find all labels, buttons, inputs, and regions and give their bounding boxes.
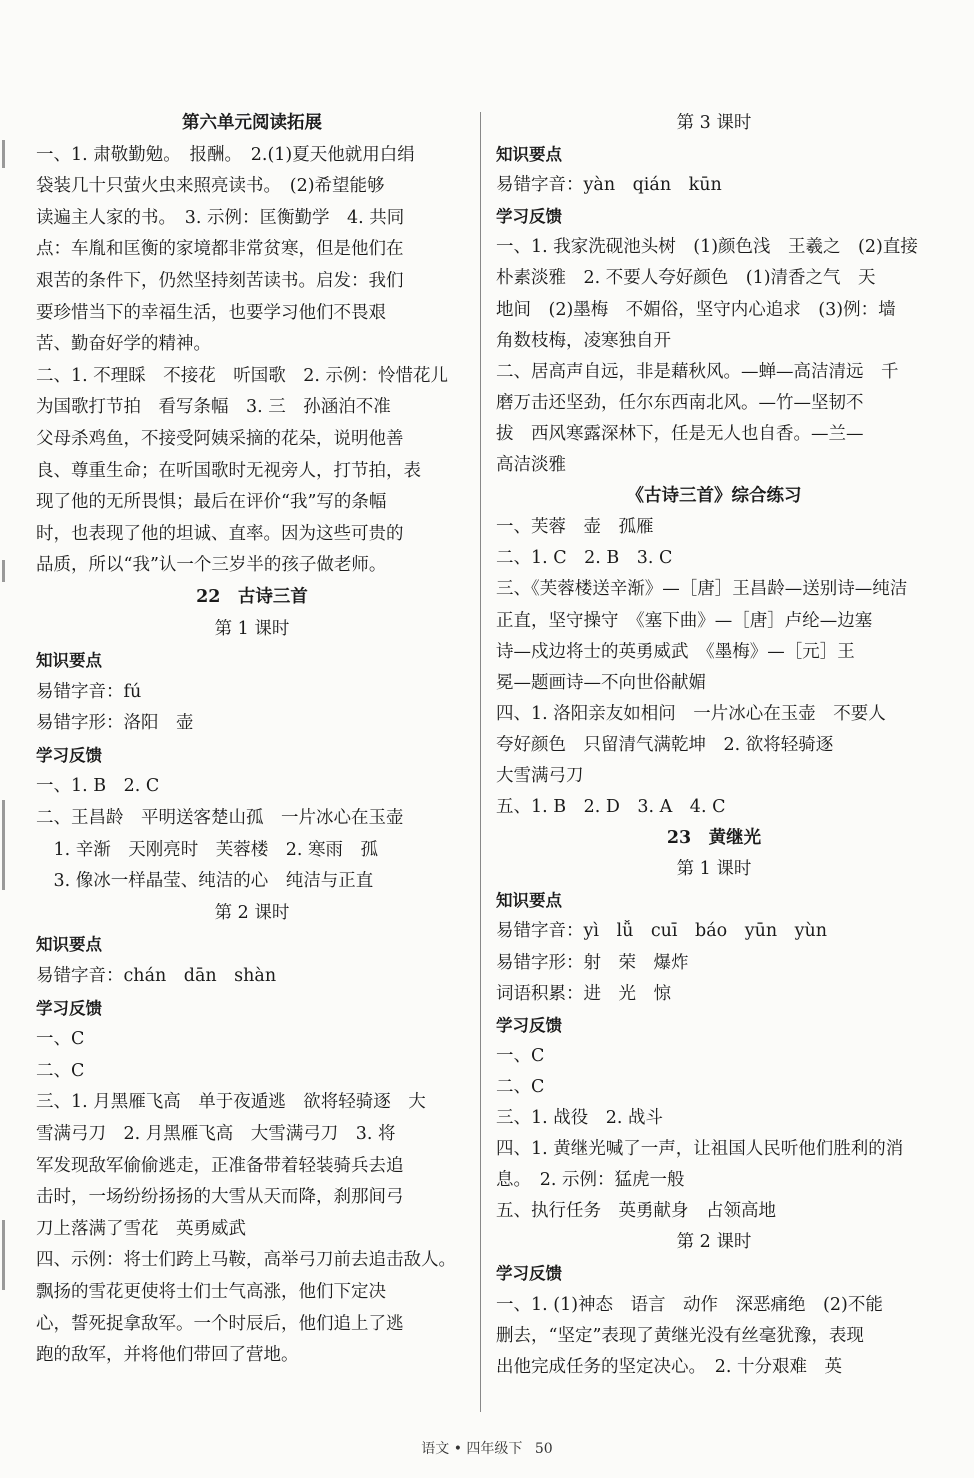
text-line: 冕—题画诗—不向世俗献媚 [496, 672, 706, 693]
text-line: 第 1 课时 [676, 859, 752, 880]
text-line: 二、C [496, 1076, 545, 1097]
section-label: 学习反馈 [496, 1264, 562, 1284]
text-line: 二、1. C 2. B 3. C [496, 548, 673, 569]
text-line: 夸好颜色 只留清气满乾坤 2. 欲将轻骑逐 [496, 734, 834, 755]
text-line: 良、尊重生命；在听国歌时无视旁人，打节拍，表 [36, 460, 421, 481]
section-heading: 23 黄继光 [666, 828, 762, 849]
text-line: 第 1 课时 [214, 618, 290, 639]
text-line: 易错字形：洛阳 壶 [36, 713, 194, 734]
page-edge-mark [2, 140, 5, 168]
text-line: 艰苦的条件下，仍然坚持刻苦读书。启发：我们 [36, 270, 404, 291]
section-label: 学习反馈 [36, 998, 102, 1018]
text-line: 第 2 课时 [214, 902, 290, 923]
text-line: 二、王昌龄 平明送客楚山孤 一片冰心在玉壶 [36, 808, 404, 829]
text-line: 易错字音：yì lǚ cuī báo yūn yùn [496, 921, 828, 942]
text-line: 现了他的无所畏惧；最后在评价“我”写的条幅 [36, 492, 387, 513]
text-line: 朴素淡雅 2. 不要人夸好颜色 (1)清香之气 天 [496, 268, 876, 289]
text-line: 四、示例：将士们跨上马鞍，高举弓刀前去追击敌人。 [36, 1250, 456, 1271]
page-edge-mark [2, 800, 5, 890]
section-heading: 《古诗三首》综合练习 [626, 486, 802, 507]
text-line: 出他完成任务的坚定决心。 2. 十分艰难 英 [496, 1356, 843, 1377]
text-line: 五、执行任务 英勇献身 占领高地 [496, 1201, 776, 1222]
text-line: 1. 辛渐 天刚亮时 芙蓉楼 2. 寒雨 孤 [36, 839, 379, 860]
text-line: 袋装几十只萤火虫来照亮读书。 (2)希望能够 [36, 176, 385, 197]
text-line: 二、1. 不理睬 不接花 听国歌 2. 示例：怜惜花儿 [36, 365, 449, 386]
text-line: 易错字音：fú [36, 681, 142, 702]
text-line: 跑的敌军，并将他们带回了营地。 [36, 1345, 299, 1366]
text-line: 心，誓死捉拿敌军。一个时辰后，他们追上了逃 [36, 1313, 404, 1334]
text-line: 三、1. 战役 2. 战斗 [496, 1108, 664, 1128]
section-label: 学习反馈 [496, 1015, 562, 1035]
text-line: 第 2 课时 [676, 1232, 752, 1253]
text-line: 二、居高声自远，非是藉秋风。—蝉—高洁清远 千 [496, 361, 899, 382]
text-line: 三、1. 月黑雁飞高 单于夜遁逃 欲将轻骑逐 大 [36, 1092, 426, 1113]
section-label: 学习反馈 [36, 745, 102, 765]
text-line: 删去，“坚定”表现了黄继光没有丝毫犹豫，表现 [496, 1325, 864, 1346]
text-line: 正直，坚守操守 《塞下曲》—［唐］卢纶—边塞 [496, 610, 873, 631]
text-line: 磨万击还坚劲，任尔东西南北风。—竹—坚韧不 [496, 392, 864, 413]
page-edge-mark [2, 560, 5, 582]
text-line: 易错字形：射 荣 爆炸 [496, 952, 689, 973]
text-line: 诗—戍边将士的英勇威武 《墨梅》—［元］王 [496, 641, 855, 662]
text-line: 苦、勤奋好学的精神。 [36, 334, 211, 355]
text-line: 雪满弓刀 2. 月黑雁飞高 大雪满弓刀 3. 将 [36, 1124, 396, 1144]
text-line: 点：车胤和匡衡的家境都非常贫寒，但是他们在 [36, 239, 404, 260]
text-line: 读遍主人家的书。 3. 示例：匡衡勤学 4. 共同 [36, 207, 405, 228]
text-line: 一、C [36, 1029, 85, 1050]
text-line: 三、《芙蓉楼送辛渐》—［唐］王昌龄—送别诗—纯洁 [496, 579, 908, 600]
section-label: 知识要点 [36, 935, 102, 955]
left-column [36, 108, 468, 1372]
text-line: 3. 像冰一样晶莹、纯洁的心 纯洁与正直 [36, 871, 374, 892]
text-line: 地间 (2)墨梅 不媚俗，坚守内心追求 (3)例：墙 [496, 299, 896, 320]
text-line: 息。 2. 示例：猛虎一般 [496, 1170, 685, 1191]
text-line: 飘扬的雪花更使将士们士气高涨，他们下定决 [36, 1281, 386, 1302]
text-line: 五、1. B 2. D 3. A 4. C [496, 797, 726, 818]
text-line: 第 3 课时 [676, 113, 752, 133]
text-line: 一、1. 我家洗砚池头树 (1)颜色浅 王羲之 (2)直接 [496, 237, 918, 258]
text-line: 父母杀鸡鱼，不接受阿姨采摘的花朵，说明他善 [36, 428, 404, 449]
text-line: 品质，所以“我”认一个三岁半的孩子做老师。 [36, 555, 387, 576]
page-number: 50 [534, 1441, 553, 1457]
text-line: 一、1. 肃敬勤勉。 报酬。 2.(1)夏天他就用白绢 [36, 144, 415, 165]
text-line: 一、1. B 2. C [36, 776, 160, 797]
section-heading: 第六单元阅读拓展 [182, 113, 322, 133]
text-line: 拔 西风寒露深林下，任是无人也自香。—兰— [496, 423, 864, 444]
text-line: 二、C [36, 1060, 85, 1081]
text-line: 一、1. (1)神态 语言 动作 深恶痛绝 (2)不能 [496, 1294, 883, 1315]
text-line: 角数枝梅，凌寒独自开 [496, 330, 671, 351]
text-line: 时，也表现了他的坦诚、直率。因为这些可贵的 [36, 523, 404, 544]
text-line: 军发现敌军偷偷逃走，正准备带着轻装骑兵去追 [36, 1155, 404, 1176]
text-line: 词语积累：进 光 惊 [496, 983, 671, 1004]
text-line: 高洁淡雅 [496, 455, 566, 476]
section-label: 知识要点 [496, 145, 562, 165]
text-line: 大雪满弓刀 [496, 765, 584, 786]
text-line: 一、C [496, 1045, 545, 1066]
text-line: 易错字音：chán dān shàn [36, 966, 277, 987]
text-line: 四、1. 黄继光喊了一声，让祖国人民听他们胜利的消 [496, 1139, 904, 1160]
footer-subject: 语文 • 四年级下 [421, 1441, 523, 1457]
text-line: 一、芙蓉 壶 孤雁 [496, 517, 654, 538]
column-divider [480, 112, 481, 1412]
page-edge-mark [2, 1220, 5, 1290]
right-column [496, 108, 932, 1383]
section-heading: 22 古诗三首 [196, 586, 308, 607]
page-footer [0, 1438, 974, 1458]
text-line: 易错字音：yàn qián kūn [496, 175, 722, 196]
section-label: 知识要点 [36, 651, 102, 671]
section-label: 学习反馈 [496, 207, 562, 227]
section-label: 知识要点 [496, 891, 562, 911]
text-line: 为国歌打节拍 看写条幅 3. 三 孙涵泊不准 [36, 397, 391, 418]
text-line: 击时，一场纷纷扬扬的大雪从天而降，刹那间弓 [36, 1187, 404, 1208]
text-line: 四、1. 洛阳亲友如相问 一片冰心在玉壶 不要人 [496, 703, 886, 724]
text-line: 刀上落满了雪花 英勇威武 [36, 1218, 246, 1239]
text-line: 要珍惜当下的幸福生活，也要学习他们不畏艰 [36, 302, 386, 323]
